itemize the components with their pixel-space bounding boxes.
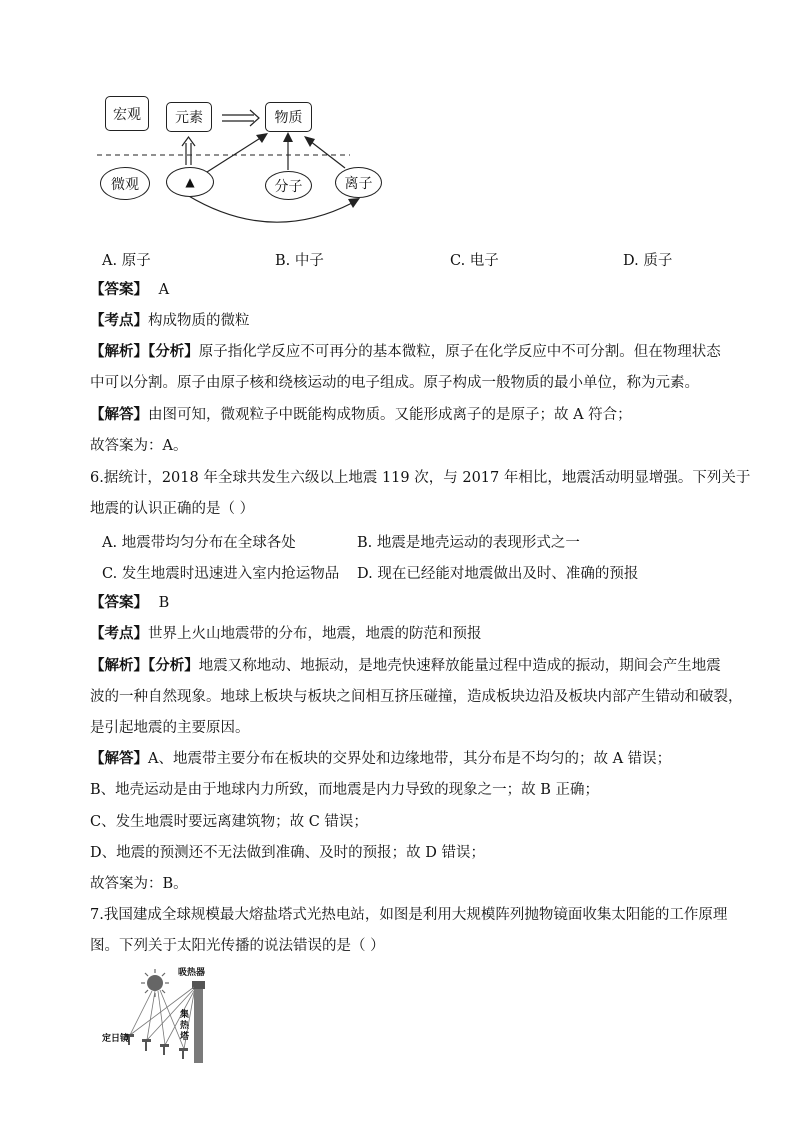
point-text: 构成物质的微粒 [148, 313, 250, 329]
macro-box: 宏观 [105, 96, 149, 131]
q5-solution [90, 405, 632, 425]
solar-tower-illustration [100, 965, 225, 1065]
q6-solution-b: B、地壳运动是由于地球内力所致，而地震是内力导致的现象之一；故 B 正确； [90, 782, 600, 798]
element-box: 元素 [166, 102, 212, 132]
point-tag: 【考点】 [90, 625, 148, 642]
solution-a: A、地震带主要分布在板块的交界处和边缘地带，其分布是不均匀的；故 A 错误； [148, 751, 672, 767]
q6-answer [90, 593, 169, 613]
q6-analysis-cont-1: 波的一种自然现象。地球上板块与板块之间相互挤压碰撞，造成板块边沿及板块内部产生错动和破裂， [90, 689, 743, 705]
q5-analysis-cont: 中可以分割。原子由原子核和绕核运动的电子组成。原子构成一般物质的最小单位，称为元素。 [90, 375, 699, 391]
analysis-tag: 【解析】【分析】 [90, 657, 199, 674]
q5-option-c: C. 电子 [450, 253, 499, 269]
q5-point [90, 311, 250, 331]
point-tag: 【考点】 [90, 312, 148, 329]
answer-value: A [158, 282, 170, 298]
tower-label: 集热塔 [180, 1010, 190, 1042]
q6-analysis [90, 656, 721, 676]
q5-answer [90, 280, 169, 300]
q6-stem-2: 地震的认识正确的是（ ） [90, 501, 255, 517]
q6-solution [90, 749, 671, 769]
q6-option-b: B. 地震是地壳运动的表现形式之一 [357, 535, 580, 551]
q6-solution-d: D、地震的预测还不无法做到准确、及时的预报；故 D 错误； [90, 845, 485, 861]
q5-final-answer: 故答案为：A。 [90, 438, 188, 454]
solar-tower-figure [100, 965, 225, 1065]
q6-point [90, 624, 482, 644]
point-text: 世界上火山地震带的分布，地震，地震的防范和预报 [148, 626, 482, 642]
analysis-tag: 【解析】【分析】 [90, 343, 199, 360]
q6-solution-c: C、发生地震时要远离建筑物；故 C 错误； [90, 814, 368, 830]
micro-macro-diagram [0, 0, 794, 250]
answer-tag: 【答案】 [90, 594, 148, 611]
absorber-label: 吸热器 [178, 968, 206, 978]
q6-option-a: A. 地震带均匀分布在全球各处 [102, 535, 296, 551]
heliostat-label: 定日镜 [102, 1034, 130, 1044]
answer-value: B [158, 595, 170, 611]
q5-analysis [90, 342, 721, 362]
solution-tag: 【解答】 [90, 750, 148, 767]
q5-option-a: A. 原子 [102, 253, 151, 269]
matter-box: 物质 [265, 102, 312, 132]
q6-final-answer: 故答案为：B。 [90, 876, 188, 892]
q6-option-d: D. 现在已经能对地震做出及时、准确的预报 [357, 566, 639, 582]
unknown-particle-ellipse: ▲ [166, 167, 214, 197]
q7-stem-1: 7.我国建成全球规模最大熔盐塔式光热电站，如图是利用大规模阵列抛物镜面收集太阳能的工作原理 [90, 907, 728, 923]
q5-option-d: D. 质子 [623, 253, 673, 269]
q6-option-c: C. 发生地震时迅速进入室内抢运物品 [102, 566, 340, 582]
q5-option-b: B. 中子 [275, 253, 324, 269]
molecule-ellipse: 分子 [265, 171, 312, 200]
q7-stem-2: 图。下列关于太阳光传播的说法错误的是（ ） [90, 938, 385, 954]
analysis-line-1: 原子指化学反应不可再分的基本微粒，原子在化学反应中不可分割。但在物理状态 [198, 344, 721, 360]
solution-text: 由图可知，微观粒子中既能构成物质。又能形成离子的是原子；故 A 符合； [148, 407, 632, 423]
ion-ellipse: 离子 [335, 167, 382, 198]
solution-tag: 【解答】 [90, 406, 148, 423]
q6-stem-1: 6.据统计，2018 年全球共发生六级以上地震 119 次，与 2017 年相比，地震活动明显增强。下列关于 [90, 470, 751, 486]
micro-ellipse: 微观 [100, 167, 150, 200]
q6-analysis-cont-2: 是引起地震的主要原因。 [90, 720, 250, 736]
analysis-line-1: 地震又称地动、地振动，是地壳快速释放能量过程中造成的振动，期间会产生地震 [198, 658, 721, 674]
answer-tag: 【答案】 [90, 281, 148, 298]
